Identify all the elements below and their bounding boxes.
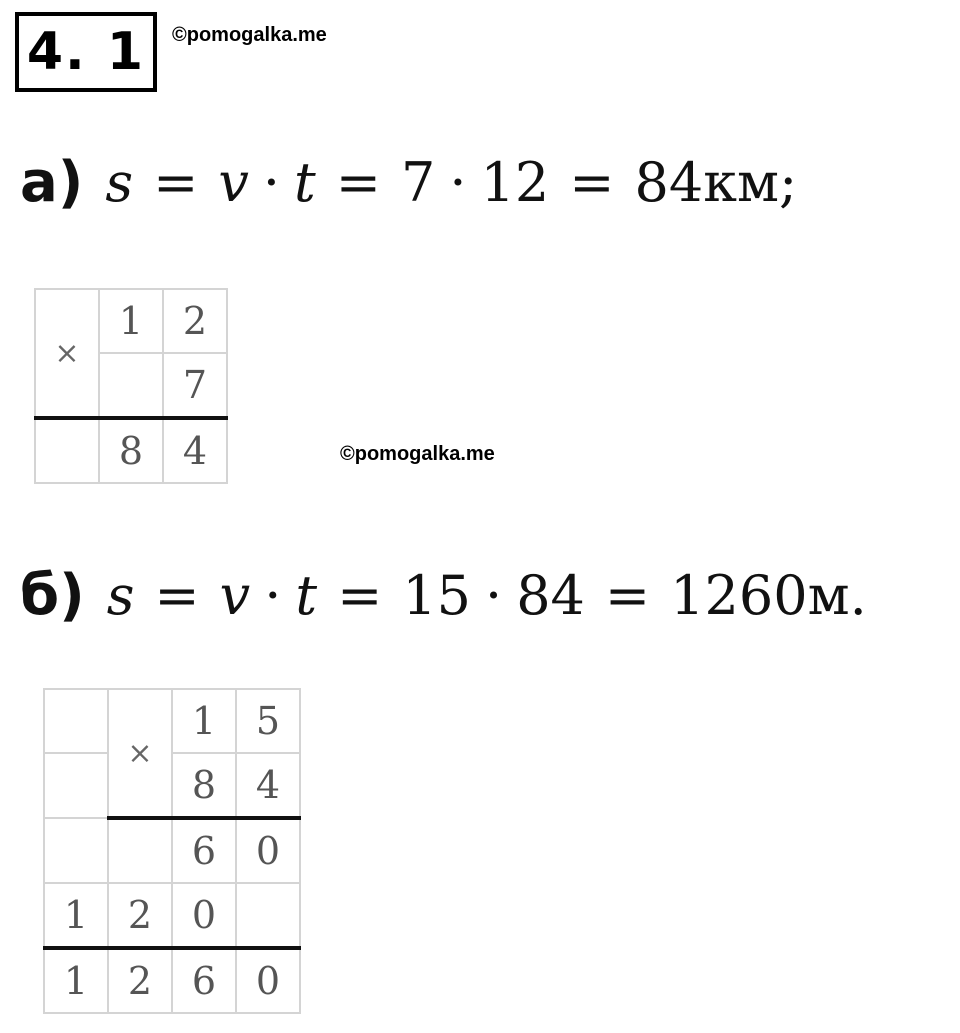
calc-cell bbox=[108, 818, 172, 883]
calc-cell bbox=[236, 883, 300, 948]
equals-sign: = bbox=[337, 564, 383, 627]
var-v: v bbox=[219, 564, 251, 627]
result-value: 84км; bbox=[634, 151, 798, 214]
result-value: 1260м. bbox=[670, 564, 867, 627]
equation-b bbox=[20, 563, 867, 628]
watermark-middle: ©pomogalka.me bbox=[340, 443, 495, 465]
part-a-label: а) bbox=[20, 150, 84, 215]
watermark-top: ©pomogalka.me bbox=[172, 24, 327, 46]
multiply-dot: · bbox=[449, 151, 467, 214]
equals-sign: = bbox=[604, 564, 651, 627]
equals-sign: = bbox=[153, 151, 199, 214]
calc-cell: 2 bbox=[108, 883, 172, 948]
calc-cell bbox=[44, 818, 108, 883]
calc-cell bbox=[44, 753, 108, 818]
times-sign: × bbox=[108, 689, 172, 818]
calc-table-b bbox=[43, 688, 301, 1014]
var-s: s bbox=[106, 564, 135, 627]
calc-cell: 1 bbox=[44, 948, 108, 1013]
factor-1: 7 bbox=[401, 151, 436, 214]
factor-2: 12 bbox=[480, 151, 550, 214]
var-v: v bbox=[218, 151, 249, 214]
calc-cell bbox=[44, 689, 108, 753]
calc-cell bbox=[35, 418, 99, 483]
calc-cell: 7 bbox=[163, 353, 227, 418]
multiply-dot: · bbox=[264, 564, 282, 627]
calc-cell: 5 bbox=[236, 689, 300, 753]
var-t: t bbox=[294, 151, 316, 214]
calc-cell: 8 bbox=[172, 753, 236, 818]
multiply-dot: · bbox=[485, 564, 503, 627]
calc-cell: 1 bbox=[172, 689, 236, 753]
calc-cell: 1 bbox=[99, 289, 163, 353]
var-t: t bbox=[295, 564, 318, 627]
times-sign: × bbox=[35, 289, 99, 418]
var-s: s bbox=[105, 151, 134, 214]
calc-cell: 0 bbox=[236, 818, 300, 883]
calc-cell: 8 bbox=[99, 418, 163, 483]
equation-a bbox=[20, 150, 797, 215]
calc-cell: 0 bbox=[236, 948, 300, 1013]
calc-table-a bbox=[34, 288, 228, 484]
problem-number: 4. 1 bbox=[15, 12, 157, 92]
calc-cell: 6 bbox=[172, 948, 236, 1013]
calc-cell: 0 bbox=[172, 883, 236, 948]
part-b-label: б) bbox=[20, 563, 85, 628]
factor-1: 15 bbox=[402, 564, 472, 627]
calc-cell: 2 bbox=[108, 948, 172, 1013]
calc-cell: 6 bbox=[172, 818, 236, 883]
multiply-dot: · bbox=[262, 151, 281, 214]
calc-cell: 2 bbox=[163, 289, 227, 353]
calc-cell: 4 bbox=[163, 418, 227, 483]
calc-cell: 1 bbox=[44, 883, 108, 948]
factor-2: 84 bbox=[516, 564, 585, 627]
calc-cell: 4 bbox=[236, 753, 300, 818]
calc-cell bbox=[99, 353, 163, 418]
equals-sign: = bbox=[154, 564, 200, 627]
equals-sign: = bbox=[335, 151, 381, 214]
equals-sign: = bbox=[569, 151, 615, 214]
